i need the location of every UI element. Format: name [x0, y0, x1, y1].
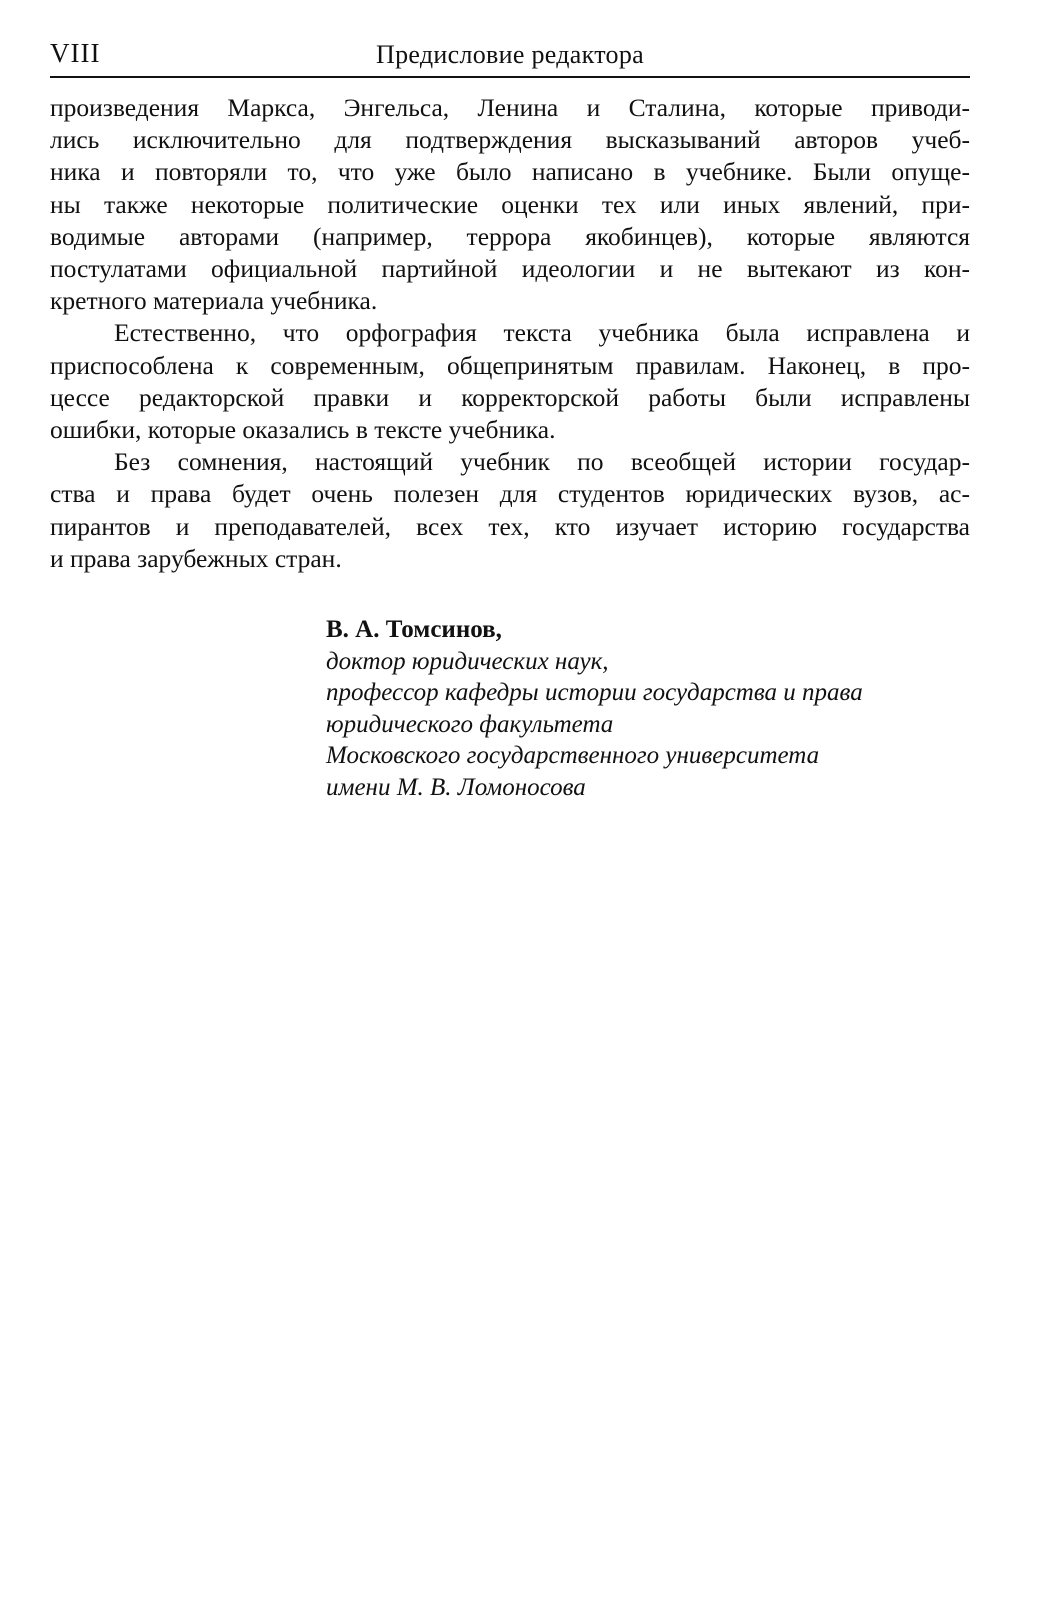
text-line: лись исключительно для подтверждения высказываний авторов учеб-	[50, 125, 970, 155]
text-line: Естественно, что орфография текста учебника была исправлена и	[114, 318, 970, 348]
text-line: цессе редакторской правки и корректорской работы были исправлены	[50, 382, 970, 412]
text-line: пирантов и преподавателей, всех тех, кто изучает историю государства	[50, 511, 970, 541]
text-line: и права зарубежных стран.	[50, 543, 342, 573]
signature-name: В. А. Томсинов,	[326, 616, 502, 643]
text-line: ства и права будет очень полезен для студентов юридических вузов, ас-	[50, 479, 970, 509]
text-line: произведения Маркса, Энгельса, Ленина и Сталина, которые приводи-	[50, 93, 970, 122]
signature-title-line: юридического факультета	[326, 710, 614, 738]
text-line: приспособлена к современным, общепринятым правилам. Наконец, в про-	[50, 350, 970, 380]
body-text	[50, 92, 970, 575]
text-line: постулатами официальной партийной идеологии и не вытекают из кон-	[50, 254, 970, 284]
text-line: ошибки, которые оказались в тексте учебника.	[50, 415, 556, 445]
running-head-title: Предисловие редактора	[376, 40, 644, 69]
page-number: VIII	[50, 38, 101, 68]
text-line: ника и повторяли то, что уже было написано в учебнике. Были опуще-	[50, 157, 970, 187]
text-line: водимые авторами (например, террора якобинцев), которые являются	[50, 221, 970, 251]
text-line: ны также некоторые политические оценки тех или иных явлений, при-	[50, 189, 970, 219]
signature-block	[326, 614, 976, 803]
signature-title-line: доктор юридических наук,	[326, 647, 609, 675]
running-head	[50, 36, 970, 78]
signature-title-line: Московского государственного университета	[326, 742, 820, 769]
signature-title-line: профессор кафедры истории государства и права	[326, 679, 863, 706]
signature-title-line: имени М. В. Ломоносова	[326, 773, 586, 801]
text-line: кретного материала учебника.	[50, 286, 378, 316]
text-line: Без сомнения, настоящий учебник по всеобщей истории государ-	[114, 447, 970, 477]
